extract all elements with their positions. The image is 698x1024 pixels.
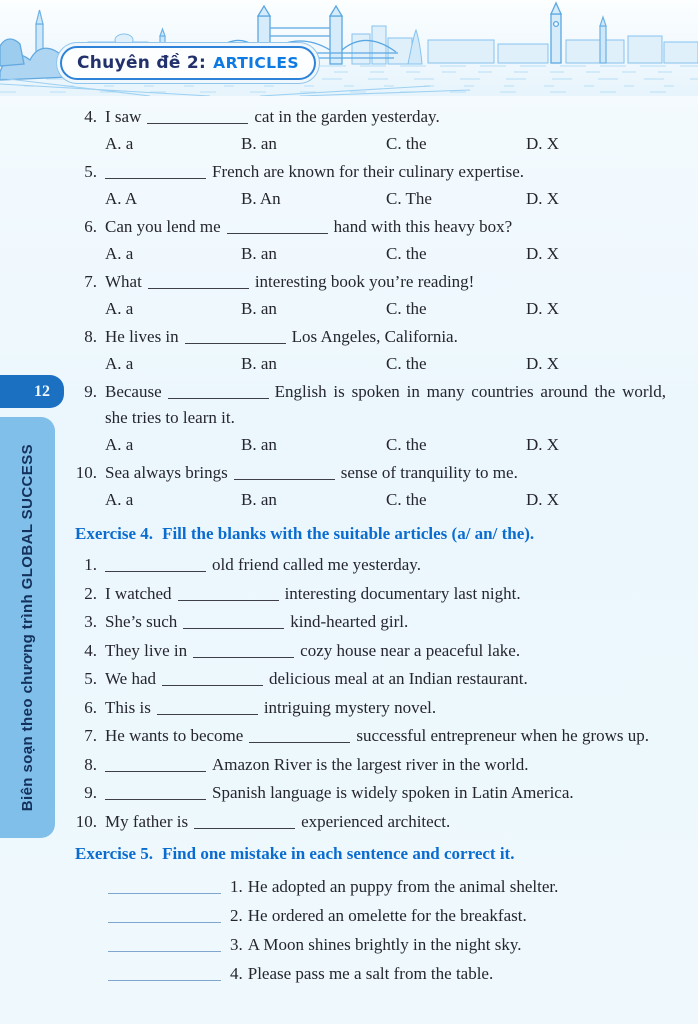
answer-blank	[157, 701, 258, 715]
fill-blank-item	[67, 608, 666, 635]
option-c: C. the	[386, 244, 427, 263]
mcq-question	[67, 324, 666, 350]
item-text-pre: She’s such	[105, 612, 178, 631]
mcq-options	[67, 296, 666, 322]
exercise5-title: Find one mistake in each sentence and correct it.	[162, 843, 515, 863]
item-text-post: old friend called me yesterday.	[212, 555, 421, 574]
exercise5-label: Exercise 5.	[75, 843, 154, 863]
option-c: C. the	[386, 134, 427, 153]
option-b: B. An	[241, 189, 281, 208]
exercise4-label: Exercise 4.	[75, 524, 154, 543]
question-number: 8.	[84, 327, 97, 346]
option-c: C. the	[386, 354, 427, 373]
item-text: He ordered an omelette for the breakfast.	[247, 905, 527, 925]
item-text-post: kind-hearted girl.	[290, 612, 409, 631]
fill-blank-item	[67, 808, 666, 835]
item-text: A Moon shines brightly in the night sky.	[247, 934, 522, 954]
option-a: A. a	[105, 244, 134, 263]
page-header	[0, 0, 698, 96]
mcq-options	[67, 186, 666, 212]
item-text-post: interesting documentary last night.	[284, 583, 521, 603]
item-text-post: experienced architect.	[301, 811, 451, 831]
option-b: B. an	[241, 490, 277, 509]
series-banner-text: Biên soạn theo chương trình GLOBAL SUCCESS	[19, 443, 36, 812]
question-text-pre: Can you lend me	[105, 217, 221, 236]
option-b: B. an	[241, 354, 277, 373]
item-number: 8.	[84, 754, 97, 774]
item-number: 3.	[230, 934, 243, 954]
fill-blank-item	[67, 665, 666, 692]
mistake-item	[67, 960, 666, 987]
question-text-pre: What	[105, 272, 142, 291]
option-d: D. X	[526, 244, 560, 263]
answer-blank	[185, 330, 286, 344]
item-number: 10.	[75, 811, 97, 831]
mistake-item	[67, 902, 666, 929]
mcq-question	[67, 214, 666, 240]
option-c: C. The	[386, 189, 432, 208]
answer-blank	[105, 786, 206, 800]
answer-blank	[162, 672, 263, 686]
correction-blank	[108, 880, 221, 894]
question-text-pre: Because	[105, 382, 162, 401]
question-text-post: hand with this heavy box?	[333, 217, 513, 236]
item-text: He adopted an puppy from the animal shelter.	[247, 876, 559, 896]
exercise4-heading	[75, 521, 666, 547]
question-text-post: French are known for their culinary expertise.	[212, 162, 525, 181]
page-number-tab: 12	[0, 375, 64, 408]
item-number: 9.	[84, 783, 97, 802]
answer-blank	[147, 110, 248, 124]
option-c: C. the	[386, 299, 427, 318]
option-b: B. an	[241, 435, 277, 454]
item-number: 1.	[230, 876, 243, 896]
answer-blank	[148, 275, 249, 289]
question-text-pre: Sea always brings	[105, 463, 228, 482]
item-text-pre: He wants to become	[105, 726, 244, 745]
answer-blank	[168, 385, 269, 399]
mcq-options	[67, 131, 666, 157]
mcq-question	[67, 104, 666, 130]
question-text-post: sense of tranquility to me.	[340, 463, 518, 482]
option-d: D. X	[526, 134, 560, 153]
fill-blank-item	[67, 722, 666, 749]
answer-blank	[183, 615, 284, 629]
question-number: 5.	[84, 162, 97, 181]
mcq-question	[67, 379, 666, 431]
item-text-pre: We had	[105, 669, 157, 688]
item-text-pre: My father is	[105, 811, 189, 831]
option-d: D. X	[526, 299, 560, 318]
item-number: 2.	[84, 583, 97, 603]
fill-blank-item	[67, 551, 666, 578]
exercise-content	[67, 96, 666, 989]
answer-blank	[105, 558, 206, 572]
chapter-badge-prefix: Chuyên đề 2:	[77, 53, 207, 73]
item-number: 7.	[84, 726, 97, 745]
fill-blank-item	[67, 580, 666, 607]
option-b: B. an	[241, 134, 277, 153]
option-a: A. a	[105, 435, 134, 454]
item-text-post: cozy house near a peaceful lake.	[300, 640, 521, 660]
option-a: A. a	[105, 490, 134, 509]
item-number: 4.	[84, 640, 97, 660]
option-b: B. an	[241, 299, 277, 318]
option-d: D. X	[526, 435, 560, 454]
answer-blank	[234, 466, 335, 480]
option-c: C. the	[386, 490, 427, 509]
item-text-post: Amazon River is the largest river in the world.	[212, 754, 529, 774]
mcq-options	[67, 351, 666, 377]
option-c: C. the	[386, 435, 427, 454]
item-text-pre: They live in	[105, 640, 188, 660]
fill-blank-item	[67, 779, 666, 806]
question-number: 6.	[84, 217, 97, 236]
answer-blank	[227, 220, 328, 234]
item-text-post: successful entrepreneur when he grows up.	[356, 726, 650, 745]
option-b: B. an	[241, 244, 277, 263]
answer-blank	[194, 815, 295, 829]
chapter-badge-title: ARTICLES	[213, 54, 299, 72]
item-number: 3.	[84, 612, 97, 631]
item-number: 2.	[230, 905, 243, 925]
mistake-item	[67, 931, 666, 958]
answer-blank	[105, 758, 206, 772]
fill-blank-item	[67, 694, 666, 721]
answer-blank	[105, 165, 206, 179]
question-text-pre: He lives in	[105, 327, 179, 346]
question-text-post: interesting book you’re reading!	[254, 272, 475, 291]
correction-blank	[108, 909, 221, 923]
item-number: 5.	[84, 669, 97, 688]
question-text-post: Los Angeles, California.	[291, 327, 458, 346]
option-d: D. X	[526, 490, 560, 509]
fill-blank-item	[67, 637, 666, 664]
answer-blank	[249, 729, 350, 743]
option-a: A. A	[105, 189, 138, 208]
option-d: D. X	[526, 189, 560, 208]
option-a: A. a	[105, 134, 134, 153]
item-number: 1.	[84, 555, 97, 574]
item-text: Please pass me a salt from the table.	[247, 963, 494, 983]
chapter-badge	[60, 46, 316, 80]
item-number: 6.	[84, 697, 97, 717]
option-d: D. X	[526, 354, 560, 373]
option-a: A. a	[105, 354, 134, 373]
item-number: 4.	[230, 963, 243, 983]
answer-blank	[193, 644, 294, 658]
question-number: 4.	[84, 107, 97, 126]
item-text-post: intriguing mystery novel.	[263, 697, 437, 717]
mcq-question	[67, 159, 666, 185]
mcq-options	[67, 241, 666, 267]
question-number: 10.	[75, 463, 97, 482]
question-text-pre: I saw	[105, 107, 142, 126]
series-banner	[0, 417, 55, 838]
exercise4-title: Fill the blanks with the suitable articles (a/ an/ the).	[162, 524, 535, 543]
question-text-post: cat in the garden yesterday.	[254, 107, 440, 126]
correction-blank	[108, 938, 221, 952]
question-number: 7.	[84, 272, 97, 291]
exercise5-heading	[75, 841, 666, 867]
item-text-pre: This is	[105, 697, 151, 717]
question-text-post: English is spoken in many countries around the world, she tries to learn it.	[105, 382, 666, 427]
item-text-pre: I watched	[105, 583, 172, 603]
option-a: A. a	[105, 299, 134, 318]
item-text-post: delicious meal at an Indian restaurant.	[269, 669, 528, 688]
mcq-question	[67, 460, 666, 486]
fill-blank-item	[67, 751, 666, 778]
question-number: 9.	[84, 382, 97, 401]
mcq-question	[67, 269, 666, 295]
mcq-options	[67, 487, 666, 513]
item-text-post: Spanish language is widely spoken in Latin America.	[212, 783, 574, 802]
mcq-options	[67, 432, 666, 458]
correction-blank	[108, 967, 221, 981]
answer-blank	[178, 587, 279, 601]
mistake-item	[67, 873, 666, 900]
